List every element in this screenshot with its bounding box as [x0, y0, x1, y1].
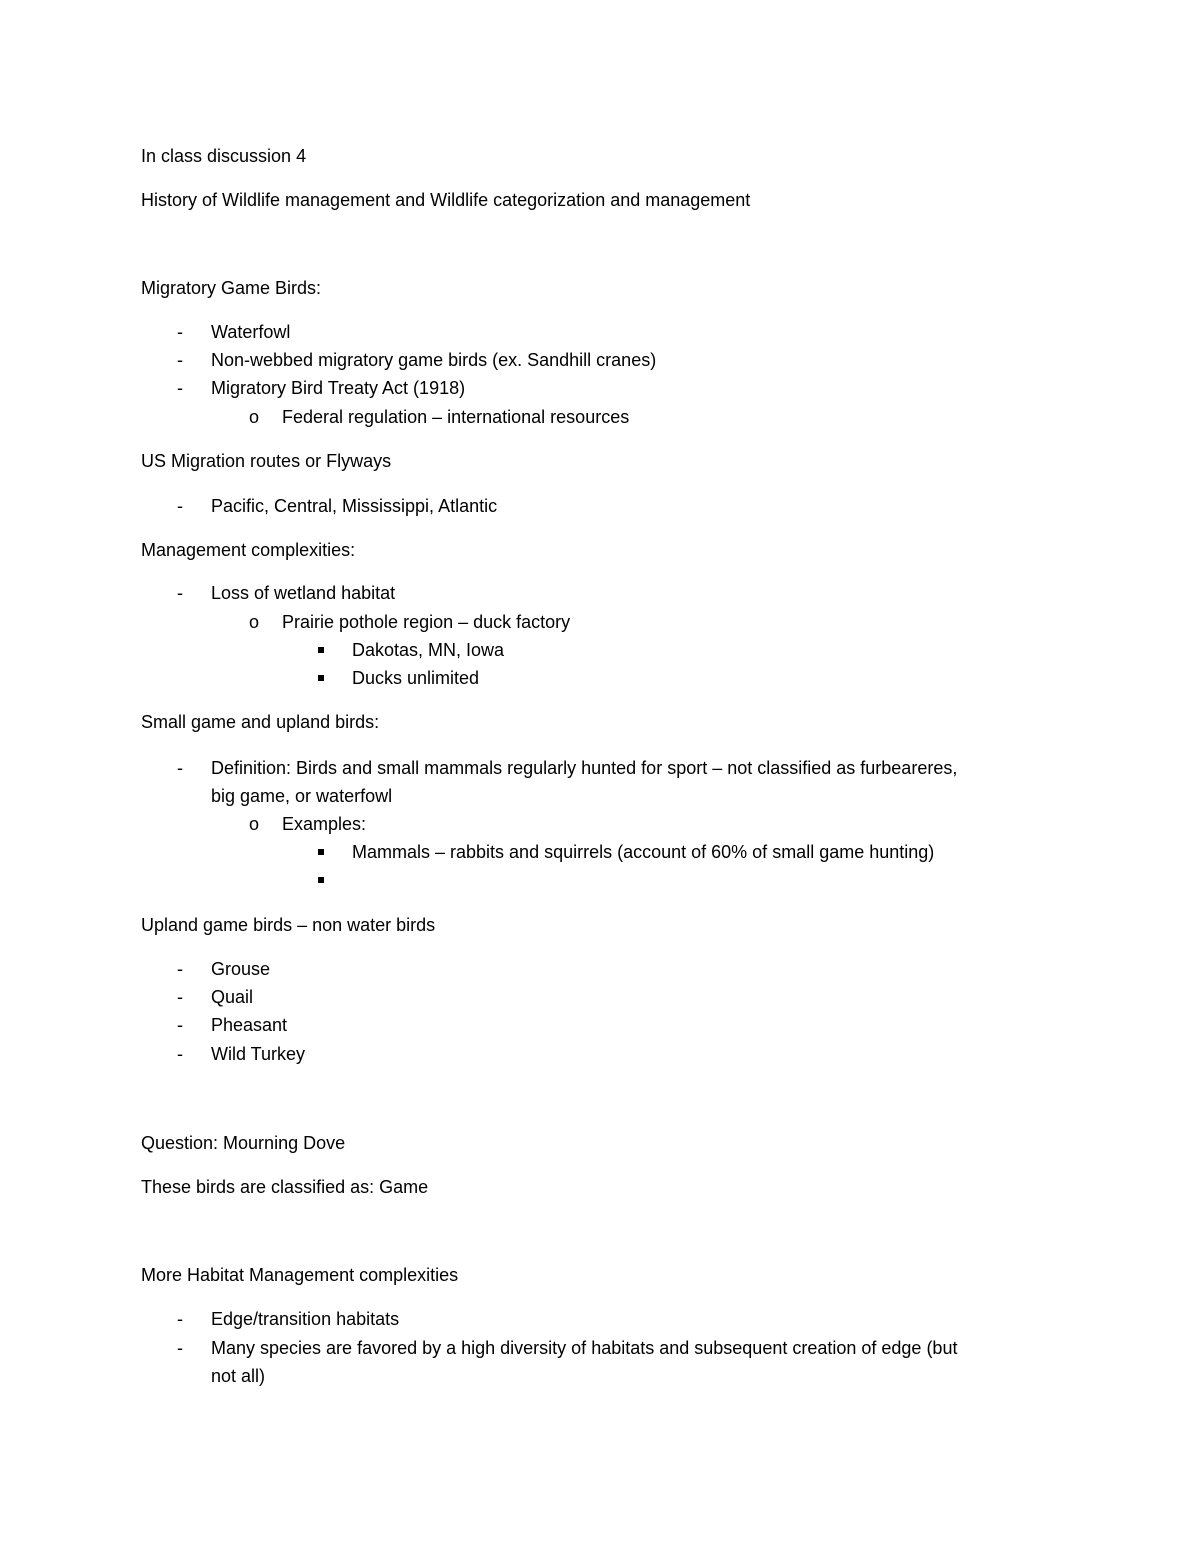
dash-bullet: -: [177, 1044, 183, 1064]
square-bullet-icon: [318, 675, 324, 681]
square-bullet-icon: [318, 877, 324, 883]
square-bullet-icon: [318, 849, 324, 855]
dash-bullet: -: [177, 322, 183, 342]
dash-bullet: -: [177, 350, 183, 370]
dash-bullet: -: [177, 758, 183, 778]
dash-bullet: -: [177, 1338, 183, 1358]
document-page: In class discussion 4 History of Wildlife management and Wildlife categorization and management Migratory Game Birds: - Waterfowl - Non-webbed migratory game birds (ex. Sandhill cranes) - Migratory Bird Treaty Act (1918) o Federal regulation – international resources US Migration routes or Flyways - Pacific, Central, Mississippi, Atlantic Management complexities: - Loss of wetland habitat o Prairie pothole region – duck factory Dakotas, MN, Iowa Ducks unlimited Small game and upland birds: - Definition: Birds and small mammals regularly hunted for sport – not classified as furbeareres, big game, or waterfowl o Examples: Mammals – rabbits and squirrels (account of 60% of small game hunting) Upland game birds – non water birds - Grouse - Quail - Pheasant - Wild Turkey Question: Mourning Dove These birds are classified as: Game More Habitat Management complexities - Edge/transition habitats - Many species are favored by a high diversity of habitats and subsequent creation of edge (but not all): [141, 146, 958, 1386]
circle-bullet: o: [249, 814, 260, 834]
dash-bullet: -: [177, 1309, 183, 1329]
circle-bullet: o: [249, 407, 260, 427]
title-text: In class discussion 4: [141, 146, 307, 166]
circle-bullet: o: [249, 612, 260, 632]
dash-bullet: -: [177, 378, 183, 398]
square-bullet-icon: [318, 647, 324, 653]
dash-bullet: -: [177, 583, 183, 603]
dash-bullet: -: [177, 959, 183, 979]
dash-bullet: -: [177, 1015, 183, 1035]
dash-bullet: -: [177, 496, 183, 516]
dash-bullet: -: [177, 987, 183, 1007]
subtitle-text: History of Wildlife management and Wildlife categorization and management: [141, 190, 751, 210]
